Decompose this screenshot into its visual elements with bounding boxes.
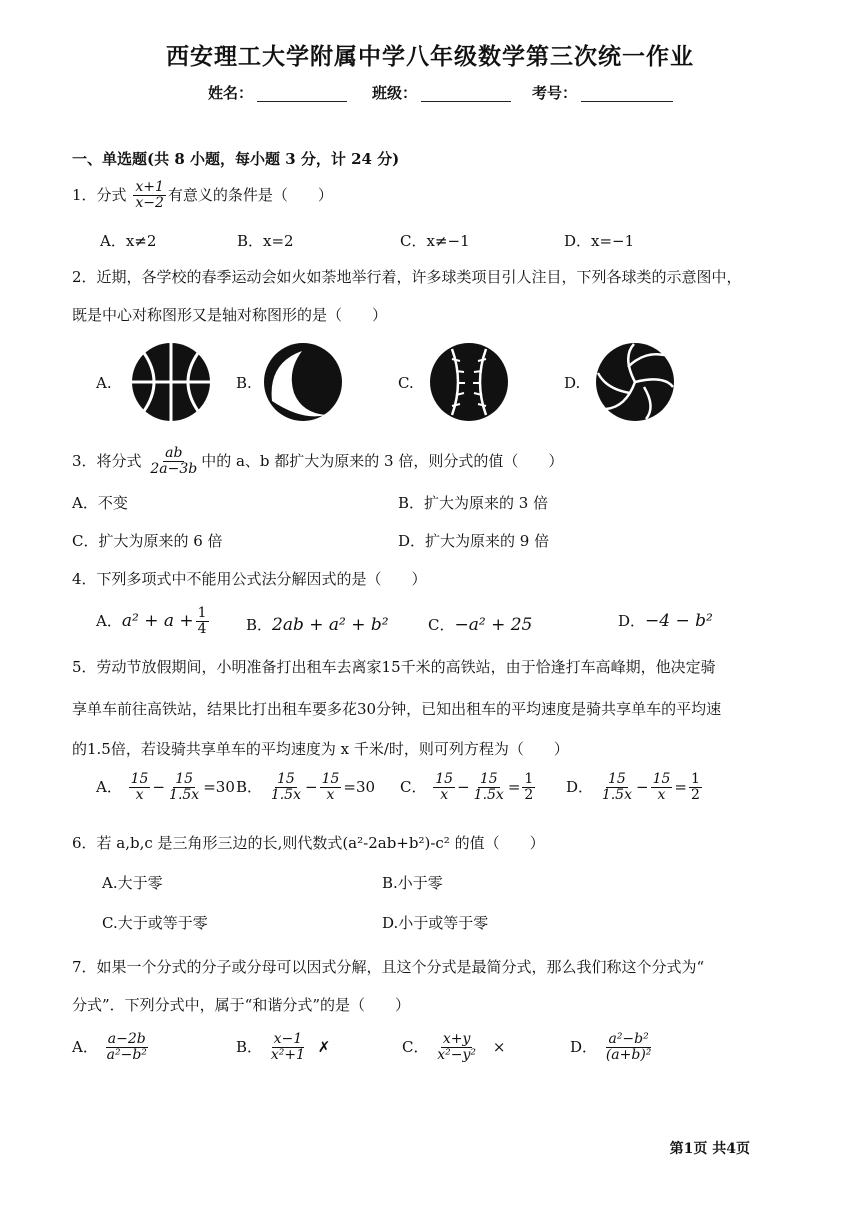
q5-option-b[interactable]: B． $\frac{15}{1.5x}$ − $\frac{15}{x}$ =30: [236, 771, 376, 804]
question-5-line-3: 的1.5倍，若设骑共享单车的平均速度为 x 千米/时，则可列方程为（ ）: [72, 740, 569, 758]
baseball-icon: [428, 341, 510, 423]
q2-label-c[interactable]: C.: [398, 374, 414, 392]
q7-option-b[interactable]: B． $\frac{x-1}{\text{x²+1}}$ ✗: [236, 1031, 331, 1064]
q3-option-d[interactable]: D．扩大为原来的 9 倍: [398, 532, 550, 550]
section-heading: 一、单选题(共 8 小题，每小题 3 分，计 24 分): [72, 150, 400, 168]
page-title: 西安理工大学附属中学八年级数学第三次统一作业: [166, 43, 694, 70]
tennis-ball-icon: [262, 341, 344, 423]
class-field: [372, 82, 511, 103]
q5-option-c[interactable]: C． $\frac{15}{x}$ − $\frac{15}{1.5x}$ = $\frac{1}{2}$: [400, 771, 534, 804]
q7-option-c[interactable]: C． $\frac{x+y}{\text{x²−y²}}$ ×: [402, 1031, 506, 1064]
q4-option-c[interactable]: C．−a² + 25: [428, 615, 533, 635]
q1-fraction: $\frac{x+1}{x-2}$: [135, 179, 164, 212]
q7-option-d[interactable]: D． $\frac{\text{a²−b²}}{\text{(a+b)²}}$: [570, 1031, 652, 1064]
question-2-line-2: 既是中心对称图形又是轴对称图形的是（ ）: [72, 306, 388, 324]
basketball-icon: [130, 341, 212, 423]
q3-option-b[interactable]: B．扩大为原来的 3 倍: [398, 494, 549, 512]
question-7-line-2: 分式”．下列分式中，属于“和谐分式”的是（ ）: [72, 996, 411, 1014]
volleyball-icon: [594, 341, 676, 423]
exam-id-label: 考号：: [532, 84, 578, 102]
q6-option-c[interactable]: C.大于或等于零: [102, 914, 208, 932]
q1-number: 1．分式: [72, 185, 127, 204]
exam-id-field: [532, 82, 673, 103]
question-2-line-1: 2．近期，各学校的春季运动会如火如荼地举行着，许多球类项目引人注目，下列各球类的示意图中，: [72, 268, 742, 286]
q4-option-b[interactable]: B．2ab + a² + b²: [246, 615, 389, 635]
question-5-line-1: 5．劳动节放假期间，小明准备打出租车去离家15千米的高铁站，由于恰逢打车高峰期，他决定骑: [72, 658, 716, 676]
q6-option-d[interactable]: D.小于或等于零: [382, 914, 489, 932]
q3-number: 3．将分式: [72, 451, 142, 470]
q1-option-d[interactable]: D．x=−1: [564, 232, 635, 250]
q1-option-c[interactable]: C．x≠−1: [400, 232, 470, 250]
page-number: 第1页 共4页: [669, 1141, 750, 1157]
question-6-stem: 6．若 a,b,c 是三角形三边的长,则代数式(a²-2ab+b²)-c² 的值（ ）: [72, 834, 545, 852]
q6-option-a[interactable]: A.大于零: [102, 874, 163, 892]
q3-option-a[interactable]: A．不变: [72, 494, 128, 512]
q3-fraction: $\frac{ab}{2a-3b}$: [150, 445, 198, 478]
name-field: [208, 82, 347, 103]
q3-tail: 中的 a、b 都扩大为原来的 3 倍，则分式的值（ ）: [201, 451, 564, 470]
q5-option-d[interactable]: D． $\frac{15}{1.5x}$ − $\frac{15}{x}$ = $\frac{1}{2}$: [566, 771, 700, 804]
q2-label-a[interactable]: A.: [96, 374, 112, 392]
q6-option-b[interactable]: B.小于零: [382, 874, 443, 892]
class-label: 班级：: [372, 84, 418, 102]
q1-tail: 有意义的条件是（ ）: [167, 185, 333, 204]
name-blank[interactable]: [257, 87, 347, 102]
name-label: 姓名：: [208, 84, 254, 102]
q4-option-d[interactable]: D．−4 − b²: [618, 611, 713, 631]
q5-option-a[interactable]: A． $\frac{15}{x}$ − $\frac{15}{1.5x}$ =30: [96, 771, 235, 804]
question-7-line-1: 7．如果一个分式的分子或分母可以因式分解，且这个分式是最简分式，那么我们称这个分式为“: [72, 958, 705, 976]
class-blank[interactable]: [421, 87, 511, 102]
q7-c-cross-mark: ×: [492, 1037, 506, 1056]
q7-b-cross-mark: ✗: [317, 1037, 331, 1056]
question-5-line-2: 享单车前往高铁站，结果比打出租车要多花30分钟，已知出租车的平均速度是骑共享单车的平均速: [72, 700, 722, 718]
q2-label-d[interactable]: D.: [564, 374, 581, 392]
q3-option-c[interactable]: C．扩大为原来的 6 倍: [72, 532, 223, 550]
exam-id-blank[interactable]: [581, 87, 673, 102]
question-3-stem: [72, 446, 563, 478]
question-4-stem: 4．下列多项式中不能用公式法分解因式的是（ ）: [72, 570, 427, 588]
q7-option-a[interactable]: A． $\frac{a-2b}{\text{a²−b²}}$: [72, 1031, 147, 1064]
q4-a-fraction: $\frac{1}{4}$: [197, 605, 207, 638]
question-1-stem: [72, 180, 333, 212]
q1-option-a[interactable]: A．x≠2: [100, 232, 157, 250]
q4-option-a[interactable]: A．a² + a + $\frac{1}{4}$: [96, 605, 207, 638]
q2-label-b[interactable]: B.: [236, 374, 252, 392]
q1-option-b[interactable]: B．x=2: [237, 232, 294, 250]
